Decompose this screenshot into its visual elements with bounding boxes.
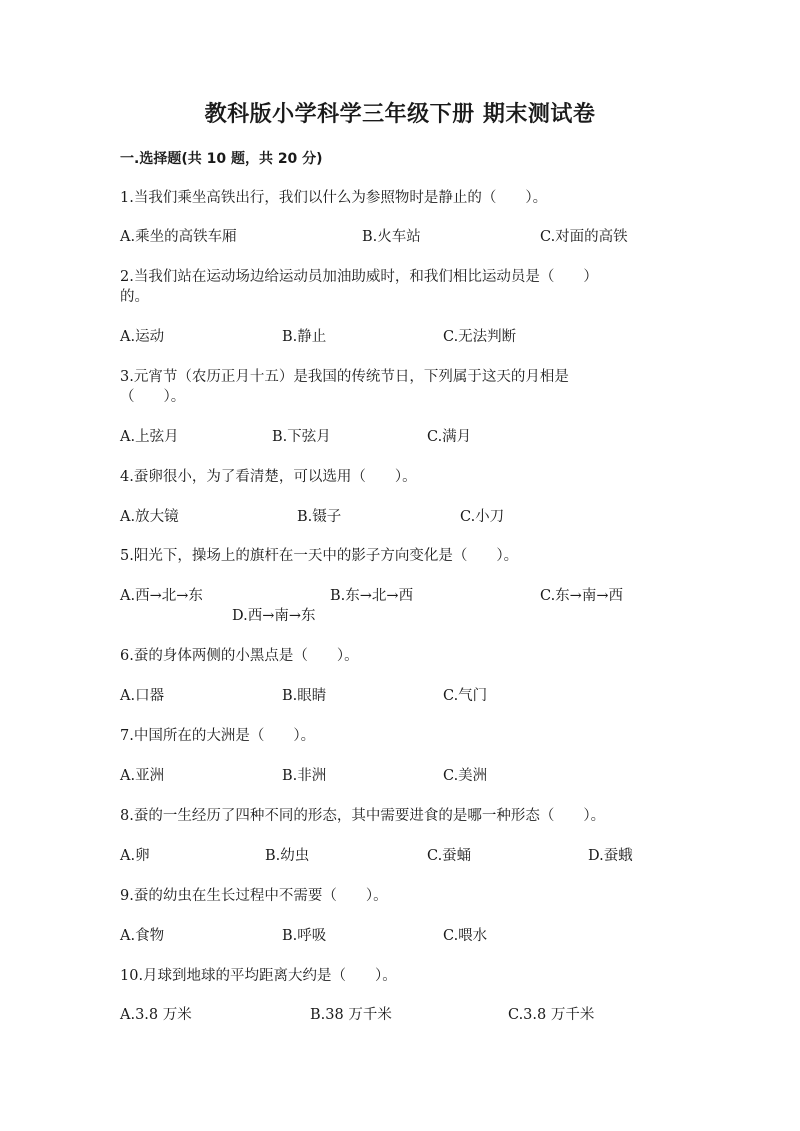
question-8-option-d: D.蚕蛾 [588, 848, 633, 864]
question-1-text: 1.当我们乘坐高铁出行，我们以什么为参照物时是静止的（ ）。 [120, 190, 548, 206]
question-2-option-a: A.运动 [120, 329, 165, 345]
question-5-text: 5.阳光下，操场上的旗杆在一天中的影子方向变化是（ ）。 [120, 548, 519, 564]
question-3-text-line-2: （ ）。 [120, 389, 186, 405]
question-7-text: 7.中国所在的大洲是（ ）。 [120, 728, 316, 744]
question-9-option-b: B.呼吸 [282, 928, 327, 944]
question-8-option-c: C.蚕蛹 [427, 848, 472, 864]
question-4-option-b: B.镊子 [297, 509, 342, 525]
question-10-text: 10.月球到地球的平均距离大约是（ ）。 [120, 968, 397, 984]
question-4-option-a: A.放大镜 [120, 509, 179, 525]
question-6-option-b: B.眼睛 [282, 688, 327, 704]
question-2-option-c: C.无法判断 [443, 329, 517, 345]
question-6-option-a: A.口器 [120, 688, 165, 704]
question-10-option-a: A.3.8 万米 [120, 1007, 192, 1023]
question-2-text-line-1: 2.当我们站在运动场边给运动员加油助威时，和我们相比运动员是（ ） [120, 269, 598, 285]
question-2-option-b: B.静止 [282, 329, 327, 345]
question-5-option-c: C.东→南→西 [540, 588, 623, 604]
question-3-option-c: C.满月 [427, 429, 472, 445]
question-10-option-c: C.3.8 万千米 [508, 1007, 595, 1023]
question-3-option-b: B.下弦月 [272, 429, 331, 445]
question-3-option-a: A.上弦月 [120, 429, 179, 445]
question-7-option-b: B.非洲 [282, 768, 327, 784]
question-4-option-c: C.小刀 [460, 509, 505, 525]
question-8-option-a: A.卵 [120, 848, 150, 864]
question-5-option-d: D.西→南→东 [232, 608, 316, 624]
question-5-option-b: B.东→北→西 [330, 588, 414, 604]
question-7-option-c: C.美洲 [443, 768, 488, 784]
question-1-option-c: C.对面的高铁 [540, 229, 628, 245]
question-7-option-a: A.亚洲 [120, 768, 165, 784]
question-4-text: 4.蚕卵很小，为了看清楚，可以选用（ ）。 [120, 469, 417, 485]
question-9-option-c: C.喂水 [443, 928, 488, 944]
question-1-option-a: A.乘坐的高铁车厢 [120, 229, 237, 245]
question-9-text: 9.蚕的幼虫在生长过程中不需要（ ）。 [120, 888, 388, 904]
question-2-text-line-2: 的。 [120, 289, 149, 305]
question-6-option-c: C.气门 [443, 688, 488, 704]
question-8-text: 8.蚕的一生经历了四种不同的形态，其中需要进食的是哪一种形态（ ）。 [120, 808, 606, 824]
page-title: 教科版小学科学三年级下册 期末测试卷 [204, 102, 596, 127]
question-5-option-a: A.西→北→东 [120, 588, 203, 604]
question-3-text-line-1: 3.元宵节（农历正月十五）是我国的传统节日，下列属于这天的月相是 [120, 369, 569, 385]
question-6-text: 6.蚕的身体两侧的小黑点是（ ）。 [120, 648, 359, 664]
question-9-option-a: A.食物 [120, 928, 165, 944]
question-1-option-b: B.火车站 [362, 229, 421, 245]
section-heading: 一.选择题(共 10 题，共 20 分) [120, 151, 323, 167]
question-10-option-b: B.38 万千米 [310, 1007, 392, 1023]
question-8-option-b: B.幼虫 [265, 848, 310, 864]
